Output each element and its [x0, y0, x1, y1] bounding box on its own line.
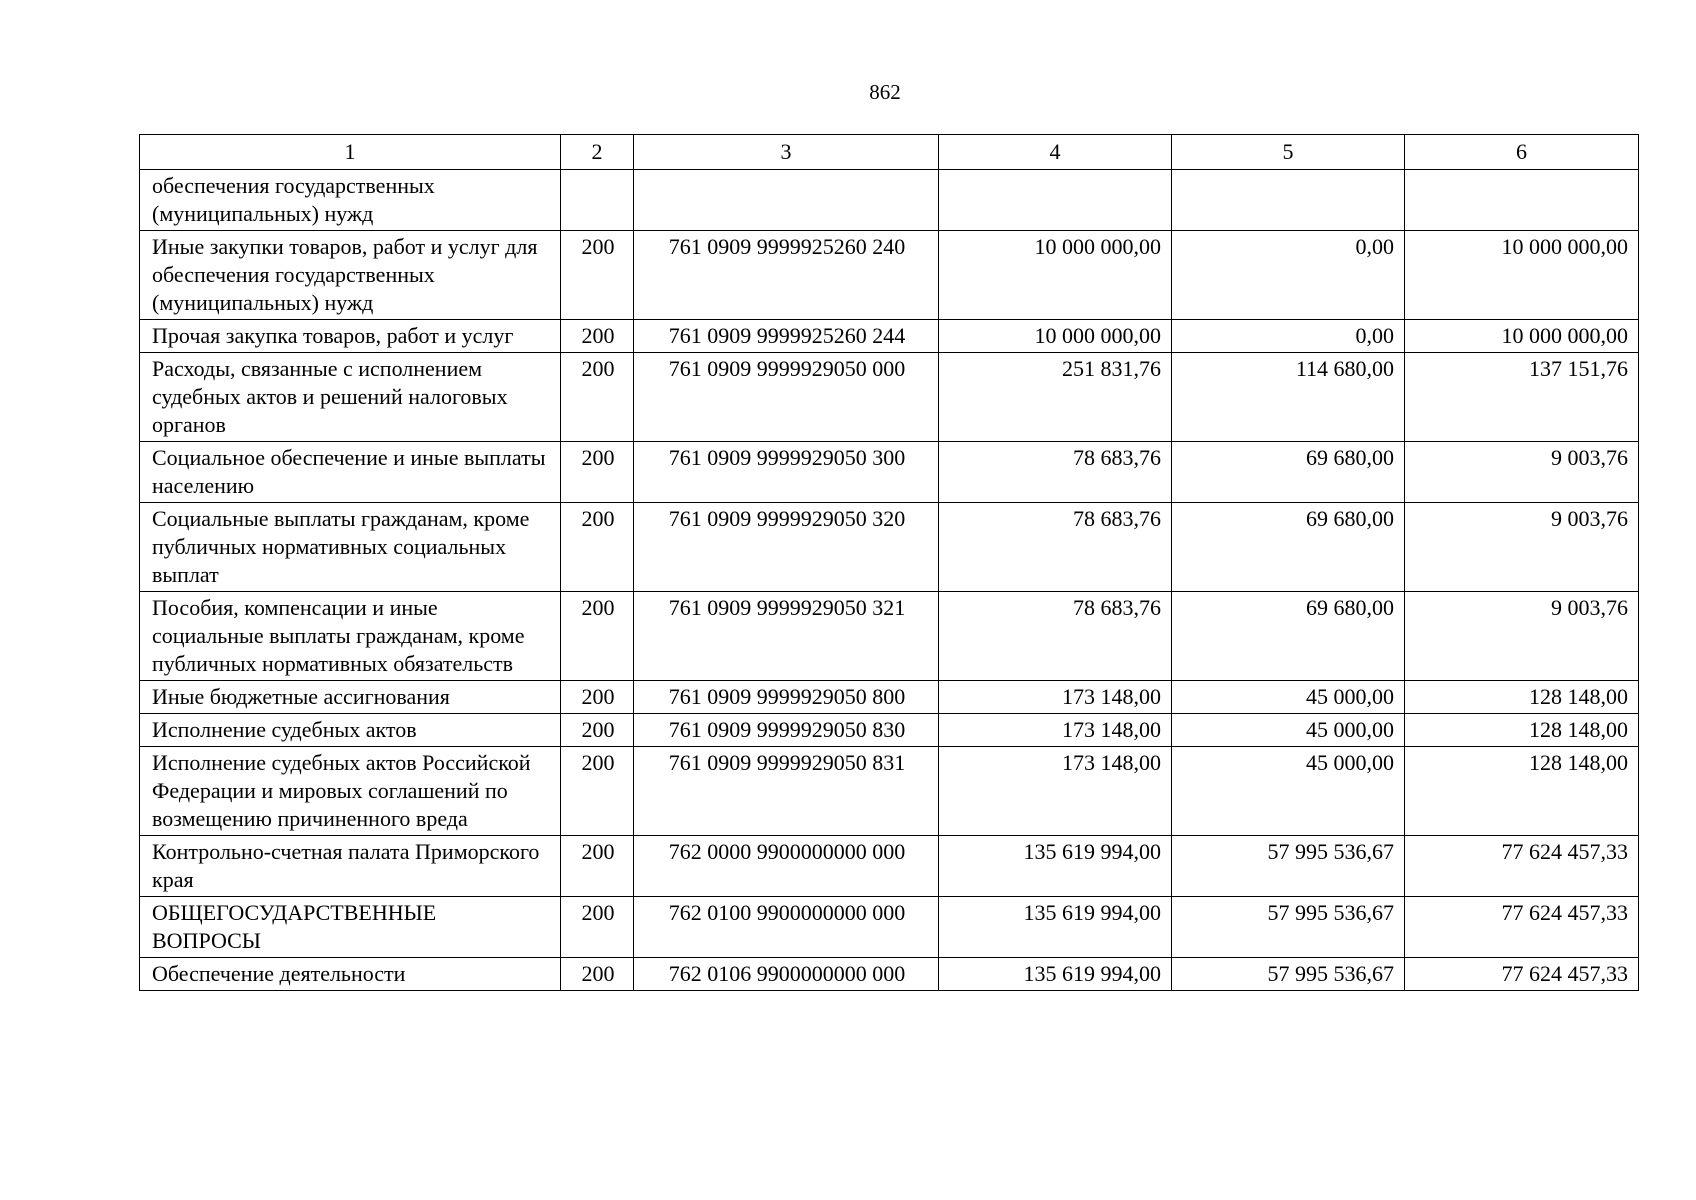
item-name-cell: Обеспечение деятельности — [140, 958, 561, 991]
table-row — [140, 353, 1639, 442]
amount-cell-col6: 128 148,00 — [1405, 747, 1639, 836]
table-row — [140, 714, 1639, 747]
column-header: 5 — [1172, 135, 1405, 170]
amount-cell-col6: 77 624 457,33 — [1405, 958, 1639, 991]
amount-cell-col5: 57 995 536,67 — [1172, 897, 1405, 958]
amount-cell-col5: 45 000,00 — [1172, 714, 1405, 747]
amount-cell-col4: 173 148,00 — [939, 681, 1172, 714]
table-row — [140, 897, 1639, 958]
amount-cell-col6: 137 151,76 — [1405, 353, 1639, 442]
amount-cell-col6: 10 000 000,00 — [1405, 231, 1639, 320]
section-code-cell: 200 — [561, 714, 634, 747]
table-row — [140, 681, 1639, 714]
budget-code-cell: 761 0909 9999929050 831 — [634, 747, 939, 836]
item-name-cell: Иные бюджетные ассигнования — [140, 681, 561, 714]
amount-cell-col5: 69 680,00 — [1172, 503, 1405, 592]
budget-code-cell: 761 0909 9999929050 300 — [634, 442, 939, 503]
section-code-cell: 200 — [561, 503, 634, 592]
item-name-cell: Социальные выплаты гражданам, кроме публичных нормативных социальных выплат — [140, 503, 561, 592]
page-number: 862 — [869, 80, 901, 104]
amount-cell-col6: 9 003,76 — [1405, 442, 1639, 503]
column-header: 4 — [939, 135, 1172, 170]
amount-cell-col4: 251 831,76 — [939, 353, 1172, 442]
item-name-cell: ОБЩЕГОСУДАРСТВЕННЫЕ ВОПРОСЫ — [140, 897, 561, 958]
table-row — [140, 836, 1639, 897]
amount-cell-col5: 0,00 — [1172, 231, 1405, 320]
amount-cell-col5: 57 995 536,67 — [1172, 836, 1405, 897]
amount-cell-col4 — [939, 170, 1172, 231]
amount-cell-col6: 9 003,76 — [1405, 592, 1639, 681]
section-code-cell: 200 — [561, 231, 634, 320]
budget-code-cell: 761 0909 9999929050 000 — [634, 353, 939, 442]
amount-cell-col4: 78 683,76 — [939, 592, 1172, 681]
table-header-row — [140, 135, 1639, 170]
item-name-cell: Пособия, компенсации и иные социальные выплаты гражданам, кроме публичных нормативных обязательств — [140, 592, 561, 681]
budget-code-cell: 761 0909 9999929050 320 — [634, 503, 939, 592]
column-header: 3 — [634, 135, 939, 170]
amount-cell-col4: 173 148,00 — [939, 747, 1172, 836]
budget-table — [139, 134, 1639, 991]
budget-code-cell: 761 0909 9999925260 244 — [634, 320, 939, 353]
amount-cell-col5: 114 680,00 — [1172, 353, 1405, 442]
amount-cell-col6: 10 000 000,00 — [1405, 320, 1639, 353]
section-code-cell: 200 — [561, 681, 634, 714]
amount-cell-col5: 57 995 536,67 — [1172, 958, 1405, 991]
amount-cell-col4: 78 683,76 — [939, 442, 1172, 503]
table-row — [140, 231, 1639, 320]
amount-cell-col4: 135 619 994,00 — [939, 897, 1172, 958]
section-code-cell: 200 — [561, 958, 634, 991]
section-code-cell: 200 — [561, 897, 634, 958]
table-row — [140, 747, 1639, 836]
budget-code-cell — [634, 170, 939, 231]
amount-cell-col6: 9 003,76 — [1405, 503, 1639, 592]
amount-cell-col6: 77 624 457,33 — [1405, 836, 1639, 897]
budget-code-cell: 761 0909 9999929050 800 — [634, 681, 939, 714]
item-name-cell: Прочая закупка товаров, работ и услуг — [140, 320, 561, 353]
amount-cell-col4: 10 000 000,00 — [939, 231, 1172, 320]
column-header: 1 — [140, 135, 561, 170]
amount-cell-col4: 78 683,76 — [939, 503, 1172, 592]
item-name-cell: Иные закупки товаров, работ и услуг для обеспечения государственных (муниципальных) нужд — [140, 231, 561, 320]
amount-cell-col5: 0,00 — [1172, 320, 1405, 353]
budget-code-cell: 761 0909 9999929050 321 — [634, 592, 939, 681]
amount-cell-col5: 69 680,00 — [1172, 442, 1405, 503]
amount-cell-col5: 45 000,00 — [1172, 747, 1405, 836]
item-name-cell: Контрольно-счетная палата Приморского края — [140, 836, 561, 897]
table-row — [140, 170, 1639, 231]
budget-code-cell: 762 0106 9900000000 000 — [634, 958, 939, 991]
table-row — [140, 320, 1639, 353]
amount-cell-col6 — [1405, 170, 1639, 231]
section-code-cell — [561, 170, 634, 231]
amount-cell-col5: 45 000,00 — [1172, 681, 1405, 714]
amount-cell-col6: 128 148,00 — [1405, 714, 1639, 747]
section-code-cell: 200 — [561, 353, 634, 442]
table-body — [140, 170, 1639, 991]
amount-cell-col4: 135 619 994,00 — [939, 836, 1172, 897]
amount-cell-col4: 173 148,00 — [939, 714, 1172, 747]
item-name-cell: Исполнение судебных актов Российской Федерации и мировых соглашений по возмещению причиненного вреда — [140, 747, 561, 836]
section-code-cell: 200 — [561, 442, 634, 503]
budget-code-cell: 762 0100 9900000000 000 — [634, 897, 939, 958]
item-name-cell: обеспечения государственных (муниципальных) нужд — [140, 170, 561, 231]
budget-code-cell: 761 0909 9999929050 830 — [634, 714, 939, 747]
table-row — [140, 958, 1639, 991]
amount-cell-col6: 128 148,00 — [1405, 681, 1639, 714]
column-header: 2 — [561, 135, 634, 170]
section-code-cell: 200 — [561, 320, 634, 353]
item-name-cell: Исполнение судебных актов — [140, 714, 561, 747]
table-row — [140, 442, 1639, 503]
section-code-cell: 200 — [561, 592, 634, 681]
amount-cell-col4: 135 619 994,00 — [939, 958, 1172, 991]
amount-cell-col6: 77 624 457,33 — [1405, 897, 1639, 958]
section-code-cell: 200 — [561, 836, 634, 897]
budget-code-cell: 761 0909 9999925260 240 — [634, 231, 939, 320]
budget-code-cell: 762 0000 9900000000 000 — [634, 836, 939, 897]
item-name-cell: Расходы, связанные с исполнением судебных актов и решений налоговых органов — [140, 353, 561, 442]
amount-cell-col4: 10 000 000,00 — [939, 320, 1172, 353]
column-header: 6 — [1405, 135, 1639, 170]
item-name-cell: Социальное обеспечение и иные выплаты населению — [140, 442, 561, 503]
section-code-cell: 200 — [561, 747, 634, 836]
table-row — [140, 503, 1639, 592]
amount-cell-col5: 69 680,00 — [1172, 592, 1405, 681]
table-row — [140, 592, 1639, 681]
amount-cell-col5 — [1172, 170, 1405, 231]
